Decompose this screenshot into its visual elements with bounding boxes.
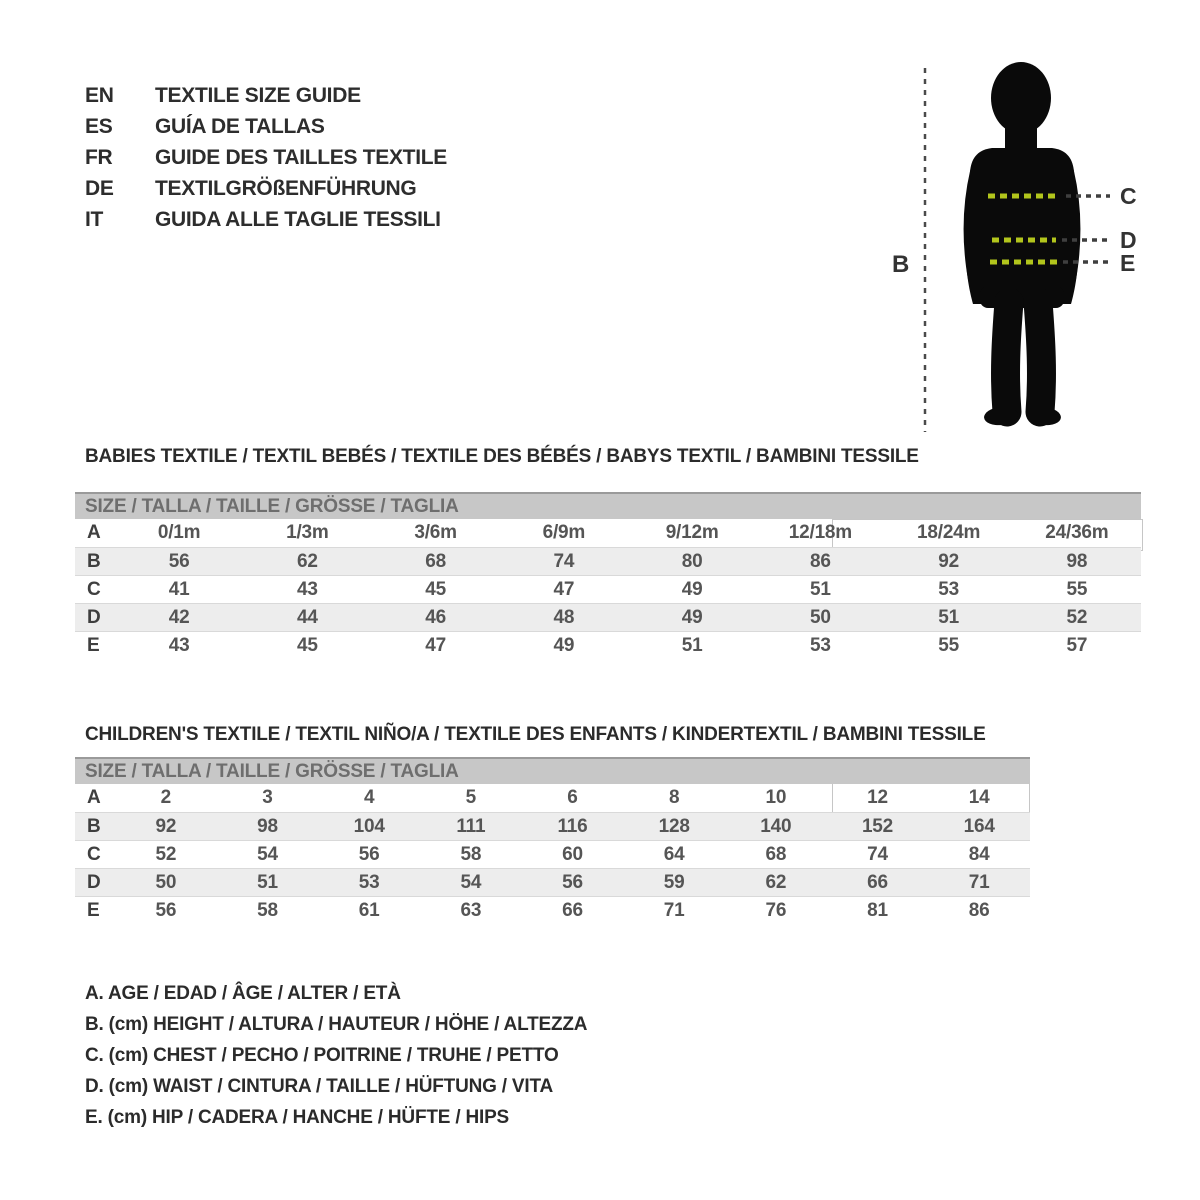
language-code: ES (85, 114, 113, 138)
value-cell: 152 (861, 815, 894, 837)
value-cell: 52 (1066, 606, 1088, 628)
value-cell: 47 (425, 634, 446, 656)
table-row-D (75, 868, 1030, 896)
value-cell: 86 (968, 899, 990, 921)
value-cell: 92 (938, 550, 959, 572)
list-item (85, 80, 447, 111)
value-cell: 74 (867, 843, 888, 865)
value-cell: 14 (968, 787, 990, 808)
legend-item-chest: C. (cm) CHEST / PECHO / POITRINE / TRUHE / PETTO (85, 1044, 559, 1066)
value-cell: 56 (155, 899, 177, 921)
chest-label: C (1120, 183, 1137, 209)
value-cell: 86 (810, 550, 831, 572)
guide-title: TEXTILGRÖßENFÜHRUNG (155, 176, 417, 200)
value-cell: 51 (257, 871, 278, 893)
table-row-B (75, 547, 1141, 575)
children-section-heading: CHILDREN'S TEXTILE / TEXTIL NIÑO/A / TEXTILE DES ENFANTS / KINDERTEXTIL / BAMBINI TESSILE (85, 724, 986, 745)
value-cell: 81 (867, 899, 888, 921)
value-cell: 59 (663, 871, 685, 893)
row-label: E (87, 899, 100, 921)
value-cell: 116 (557, 815, 588, 837)
table-row-C (75, 840, 1030, 868)
babies-size-table (75, 492, 1141, 659)
child-silhouette-diagram (880, 50, 1180, 450)
value-cell: 62 (297, 550, 318, 572)
value-cell: 45 (297, 634, 318, 656)
row-label: A (87, 787, 101, 808)
child-measurement-figure (880, 50, 1180, 450)
value-cell: 18/24m (917, 522, 981, 543)
value-cell: 63 (460, 899, 482, 921)
value-cell: 49 (553, 634, 575, 656)
guide-title: GUIDA ALLE TAGLIE TESSILI (155, 207, 441, 231)
value-cell: 54 (257, 843, 278, 865)
value-cell: 51 (681, 634, 703, 656)
value-cell: 49 (681, 606, 703, 628)
value-cell: 3 (262, 787, 273, 808)
value-cell: 56 (168, 550, 190, 572)
value-cell: 84 (968, 843, 990, 865)
value-cell: 60 (562, 843, 583, 865)
value-cell: 104 (353, 815, 385, 837)
row-label: B (87, 550, 101, 572)
value-cell: 58 (257, 899, 278, 921)
value-cell: 54 (460, 871, 482, 893)
value-cell: 5 (465, 787, 476, 808)
row-label: A (87, 522, 101, 543)
value-cell: 80 (681, 550, 703, 572)
children-size-table (75, 757, 1030, 924)
guide-title: GUÍA DE TALLAS (155, 114, 325, 138)
row-label: C (87, 843, 101, 865)
measurement-legend (85, 978, 587, 1133)
value-cell: 55 (1066, 578, 1088, 600)
value-cell: 43 (297, 578, 318, 600)
guide-title: GUIDE DES TAILLES TEXTILE (155, 145, 447, 169)
value-cell: 164 (963, 815, 995, 837)
value-cell: 98 (257, 815, 278, 837)
value-cell: 76 (765, 899, 787, 921)
value-cell: 4 (363, 787, 375, 808)
guide-title: TEXTILE SIZE GUIDE (155, 83, 361, 107)
child-silhouette (965, 62, 1078, 427)
height-label: B (892, 251, 910, 278)
table-row-C (75, 575, 1141, 603)
value-cell: 24/36m (1045, 522, 1109, 543)
value-cell: 6 (567, 787, 578, 808)
value-cell: 56 (358, 843, 380, 865)
value-cell: 44 (297, 606, 318, 628)
value-cell: 45 (425, 578, 446, 600)
value-cell: 98 (1066, 550, 1088, 572)
table-row-E (75, 896, 1030, 924)
waist-label: D (1120, 227, 1137, 253)
legend-item-height: B. (cm) HEIGHT / ALTURA / HAUTEUR / HÖHE / ALTEZZA (85, 1013, 588, 1035)
value-cell: 66 (562, 899, 583, 921)
list-item (85, 204, 447, 235)
value-cell: 2 (160, 787, 172, 808)
value-cell: 49 (681, 578, 703, 600)
value-cell: 56 (562, 871, 583, 893)
value-cell: 3/6m (414, 522, 457, 543)
value-cell: 58 (460, 843, 482, 865)
value-cell: 8 (668, 787, 680, 808)
value-cell: 9/12m (665, 522, 719, 543)
value-cell: 41 (168, 578, 190, 600)
value-cell: 92 (155, 815, 177, 837)
value-cell: 12/18m (788, 522, 852, 543)
legend-item-hip: E. (cm) HIP / CADERA / HANCHE / HÜFTE / HIPS (85, 1106, 510, 1128)
value-cell: 43 (168, 634, 190, 656)
value-cell: 128 (658, 815, 690, 837)
value-cell: 62 (765, 871, 787, 893)
value-cell: 48 (553, 606, 575, 628)
language-code: EN (85, 83, 114, 107)
value-cell: 50 (155, 871, 177, 893)
list-item (85, 111, 447, 142)
value-cell: 74 (553, 550, 575, 572)
value-cell: 140 (760, 815, 792, 837)
list-item (85, 142, 447, 173)
value-cell: 55 (938, 634, 959, 656)
row-label: D (87, 606, 101, 628)
value-cell: 71 (663, 899, 685, 921)
value-cell: 46 (425, 606, 446, 628)
value-cell: 52 (155, 843, 177, 865)
row-label: B (87, 815, 101, 837)
language-code: DE (85, 176, 114, 200)
value-cell: 50 (810, 606, 831, 628)
table-row-A (75, 519, 1141, 547)
value-cell: 57 (1066, 634, 1088, 656)
value-cell: 47 (553, 578, 575, 600)
table-row-A (75, 784, 1030, 812)
value-cell: 12 (867, 787, 888, 808)
value-cell: 111 (456, 815, 486, 837)
row-label: D (87, 871, 101, 893)
value-cell: 61 (358, 899, 380, 921)
table-row-B (75, 812, 1030, 840)
value-cell: 71 (968, 871, 990, 893)
value-cell: 51 (938, 606, 959, 628)
babies-section-heading: BABIES TEXTILE / TEXTIL BEBÉS / TEXTILE DES BÉBÉS / BABYS TEXTIL / BAMBINI TESSILE (85, 446, 919, 467)
language-code: FR (85, 145, 113, 169)
size-header-bar: SIZE / TALLA / TAILLE / GRÖSSE / TAGLIA (75, 757, 1030, 784)
value-cell: 53 (358, 871, 380, 893)
value-cell: 53 (938, 578, 959, 600)
value-cell: 1/3m (286, 522, 329, 543)
value-cell: 68 (765, 843, 787, 865)
legend-item-waist: D. (cm) WAIST / CINTURA / TAILLE / HÜFTUNG / VITA (85, 1075, 553, 1097)
value-cell: 0/1m (157, 522, 201, 543)
value-cell: 68 (425, 550, 446, 572)
list-item (85, 173, 447, 204)
value-cell: 64 (663, 843, 685, 865)
table-row-E (75, 631, 1141, 659)
legend-item-age: A. AGE / EDAD / ÂGE / ALTER / ETÀ (85, 982, 401, 1004)
language-title-list (85, 80, 447, 235)
value-cell: 42 (168, 606, 190, 628)
value-cell: 53 (810, 634, 831, 656)
row-label: C (87, 578, 101, 600)
row-label: E (87, 634, 100, 656)
hip-label: E (1120, 250, 1136, 276)
value-cell: 10 (765, 787, 787, 808)
table-row-D (75, 603, 1141, 631)
language-code: IT (85, 207, 104, 231)
value-cell: 66 (867, 871, 888, 893)
value-cell: 51 (810, 578, 831, 600)
size-header-bar: SIZE / TALLA / TAILLE / GRÖSSE / TAGLIA (75, 492, 1141, 519)
value-cell: 6/9m (542, 522, 586, 543)
